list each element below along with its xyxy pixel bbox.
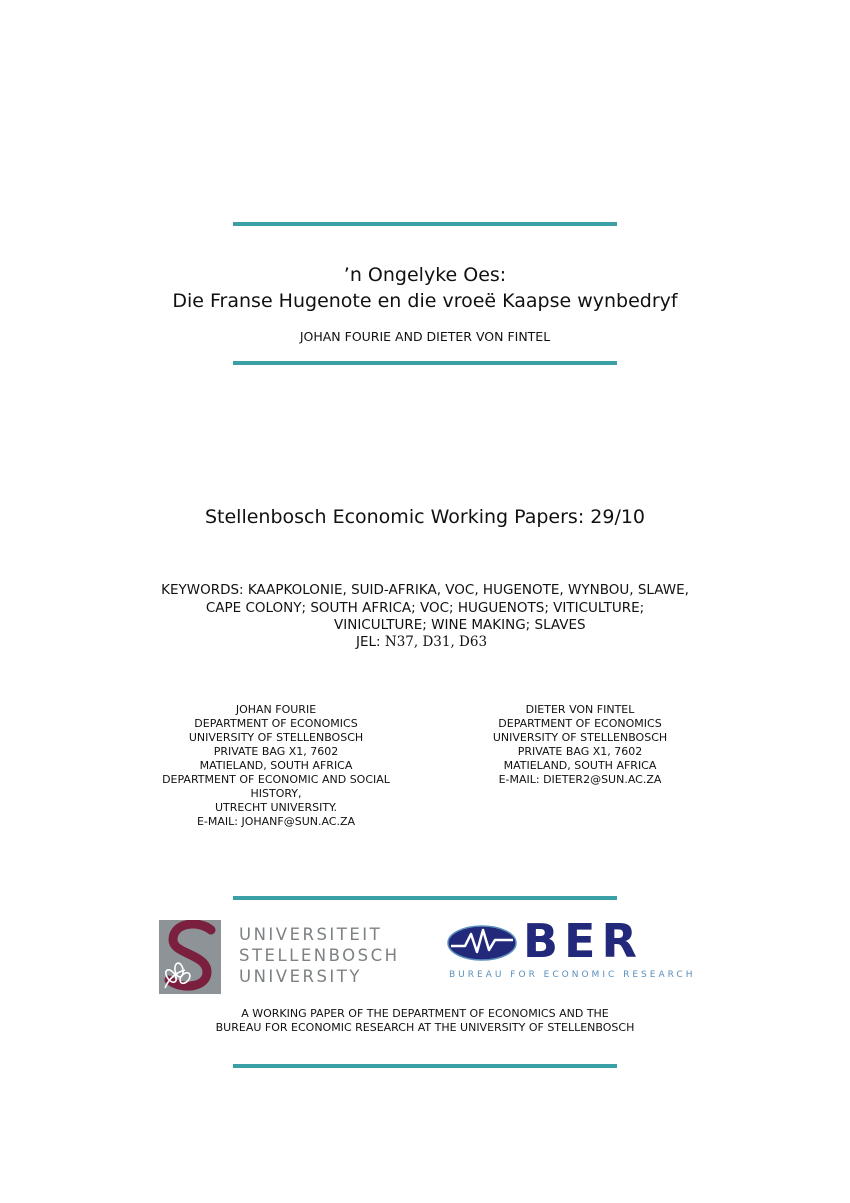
bottom-divider [233,1064,617,1068]
logo-divider [233,896,617,900]
authors-line: JOHAN FOURIE AND DIETER VON FINTEL [299,329,551,344]
address-line: UTRECHT UNIVERSITY. [214,801,338,814]
series-title: Stellenbosch Economic Working Papers: 29/10 [204,506,646,528]
address-line: HISTORY, [250,787,302,800]
ber-logo [447,914,707,984]
address-line: DEPARTMENT OF ECONOMICS [498,717,662,730]
keywords-line-3: VINICULTURE; WINE MAKING; SLAVES [334,617,586,633]
address-line: JOHAN FOURIE [235,703,317,716]
stellenbosch-logo-line-2: STELLENBOSCH [239,946,400,965]
jel-code-list: N37, D31, D63 [384,634,488,650]
stellenbosch-logo-line-1: UNIVERSITEIT [239,925,383,944]
keywords-line-2: CAPE COLONY; SOUTH AFRICA; VOC; HUGUENOTS; VITICULTURE; [205,600,645,616]
address-line: MATIELAND, SOUTH AFRICA [503,759,657,772]
address-line: DEPARTMENT OF ECONOMICS [194,717,358,730]
address-line: MATIELAND, SOUTH AFRICA [199,759,353,772]
address-line: DIETER VON FINTEL [525,703,635,716]
address-line: UNIVERSITY OF STELLENBOSCH [492,731,668,744]
address-line: UNIVERSITY OF STELLENBOSCH [188,731,364,744]
footer-line-1: A WORKING PAPER OF THE DEPARTMENT OF ECONOMICS AND THE [241,1007,609,1020]
stellenbosch-university-logo [159,920,400,994]
stellenbosch-crest-icon [159,920,221,994]
jel-codes [356,634,487,650]
address-von-fintel [430,703,730,787]
address-line: DEPARTMENT OF ECONOMIC AND SOCIAL [162,773,390,786]
address-email: E-MAIL: JOHANF@SUN.AC.ZA [196,815,356,828]
address-email: E-MAIL: DIETER2@SUN.AC.ZA [498,773,662,786]
ber-subtitle: BUREAU FOR ECONOMIC RESEARCH [449,970,696,980]
address-line: PRIVATE BAG X1, 7602 [213,745,339,758]
ber-wordmark: BER [523,914,643,968]
footer-line-2: BUREAU FOR ECONOMIC RESEARCH AT THE UNIVERSITY OF STELLENBOSCH [215,1021,635,1034]
top-divider [233,222,617,226]
keywords-line-1: KEYWORDS: KAAPKOLONIE, SUID-AFRIKA, VOC, HUGENOTE, WYNBOU, SLAWE, [161,582,689,598]
paper-title-line-1: ’n Ongelyke Oes: [343,264,507,286]
address-fourie [126,703,426,829]
paper-title-line-2: Die Franse Hugenote en die vroeë Kaapse wynbedryf [172,290,678,312]
stellenbosch-logo-line-3: UNIVERSITY [239,967,362,986]
jel-label: JEL: [356,634,381,650]
ber-globe-icon [447,924,517,962]
title-divider [233,361,617,365]
address-line: PRIVATE BAG X1, 7602 [517,745,643,758]
